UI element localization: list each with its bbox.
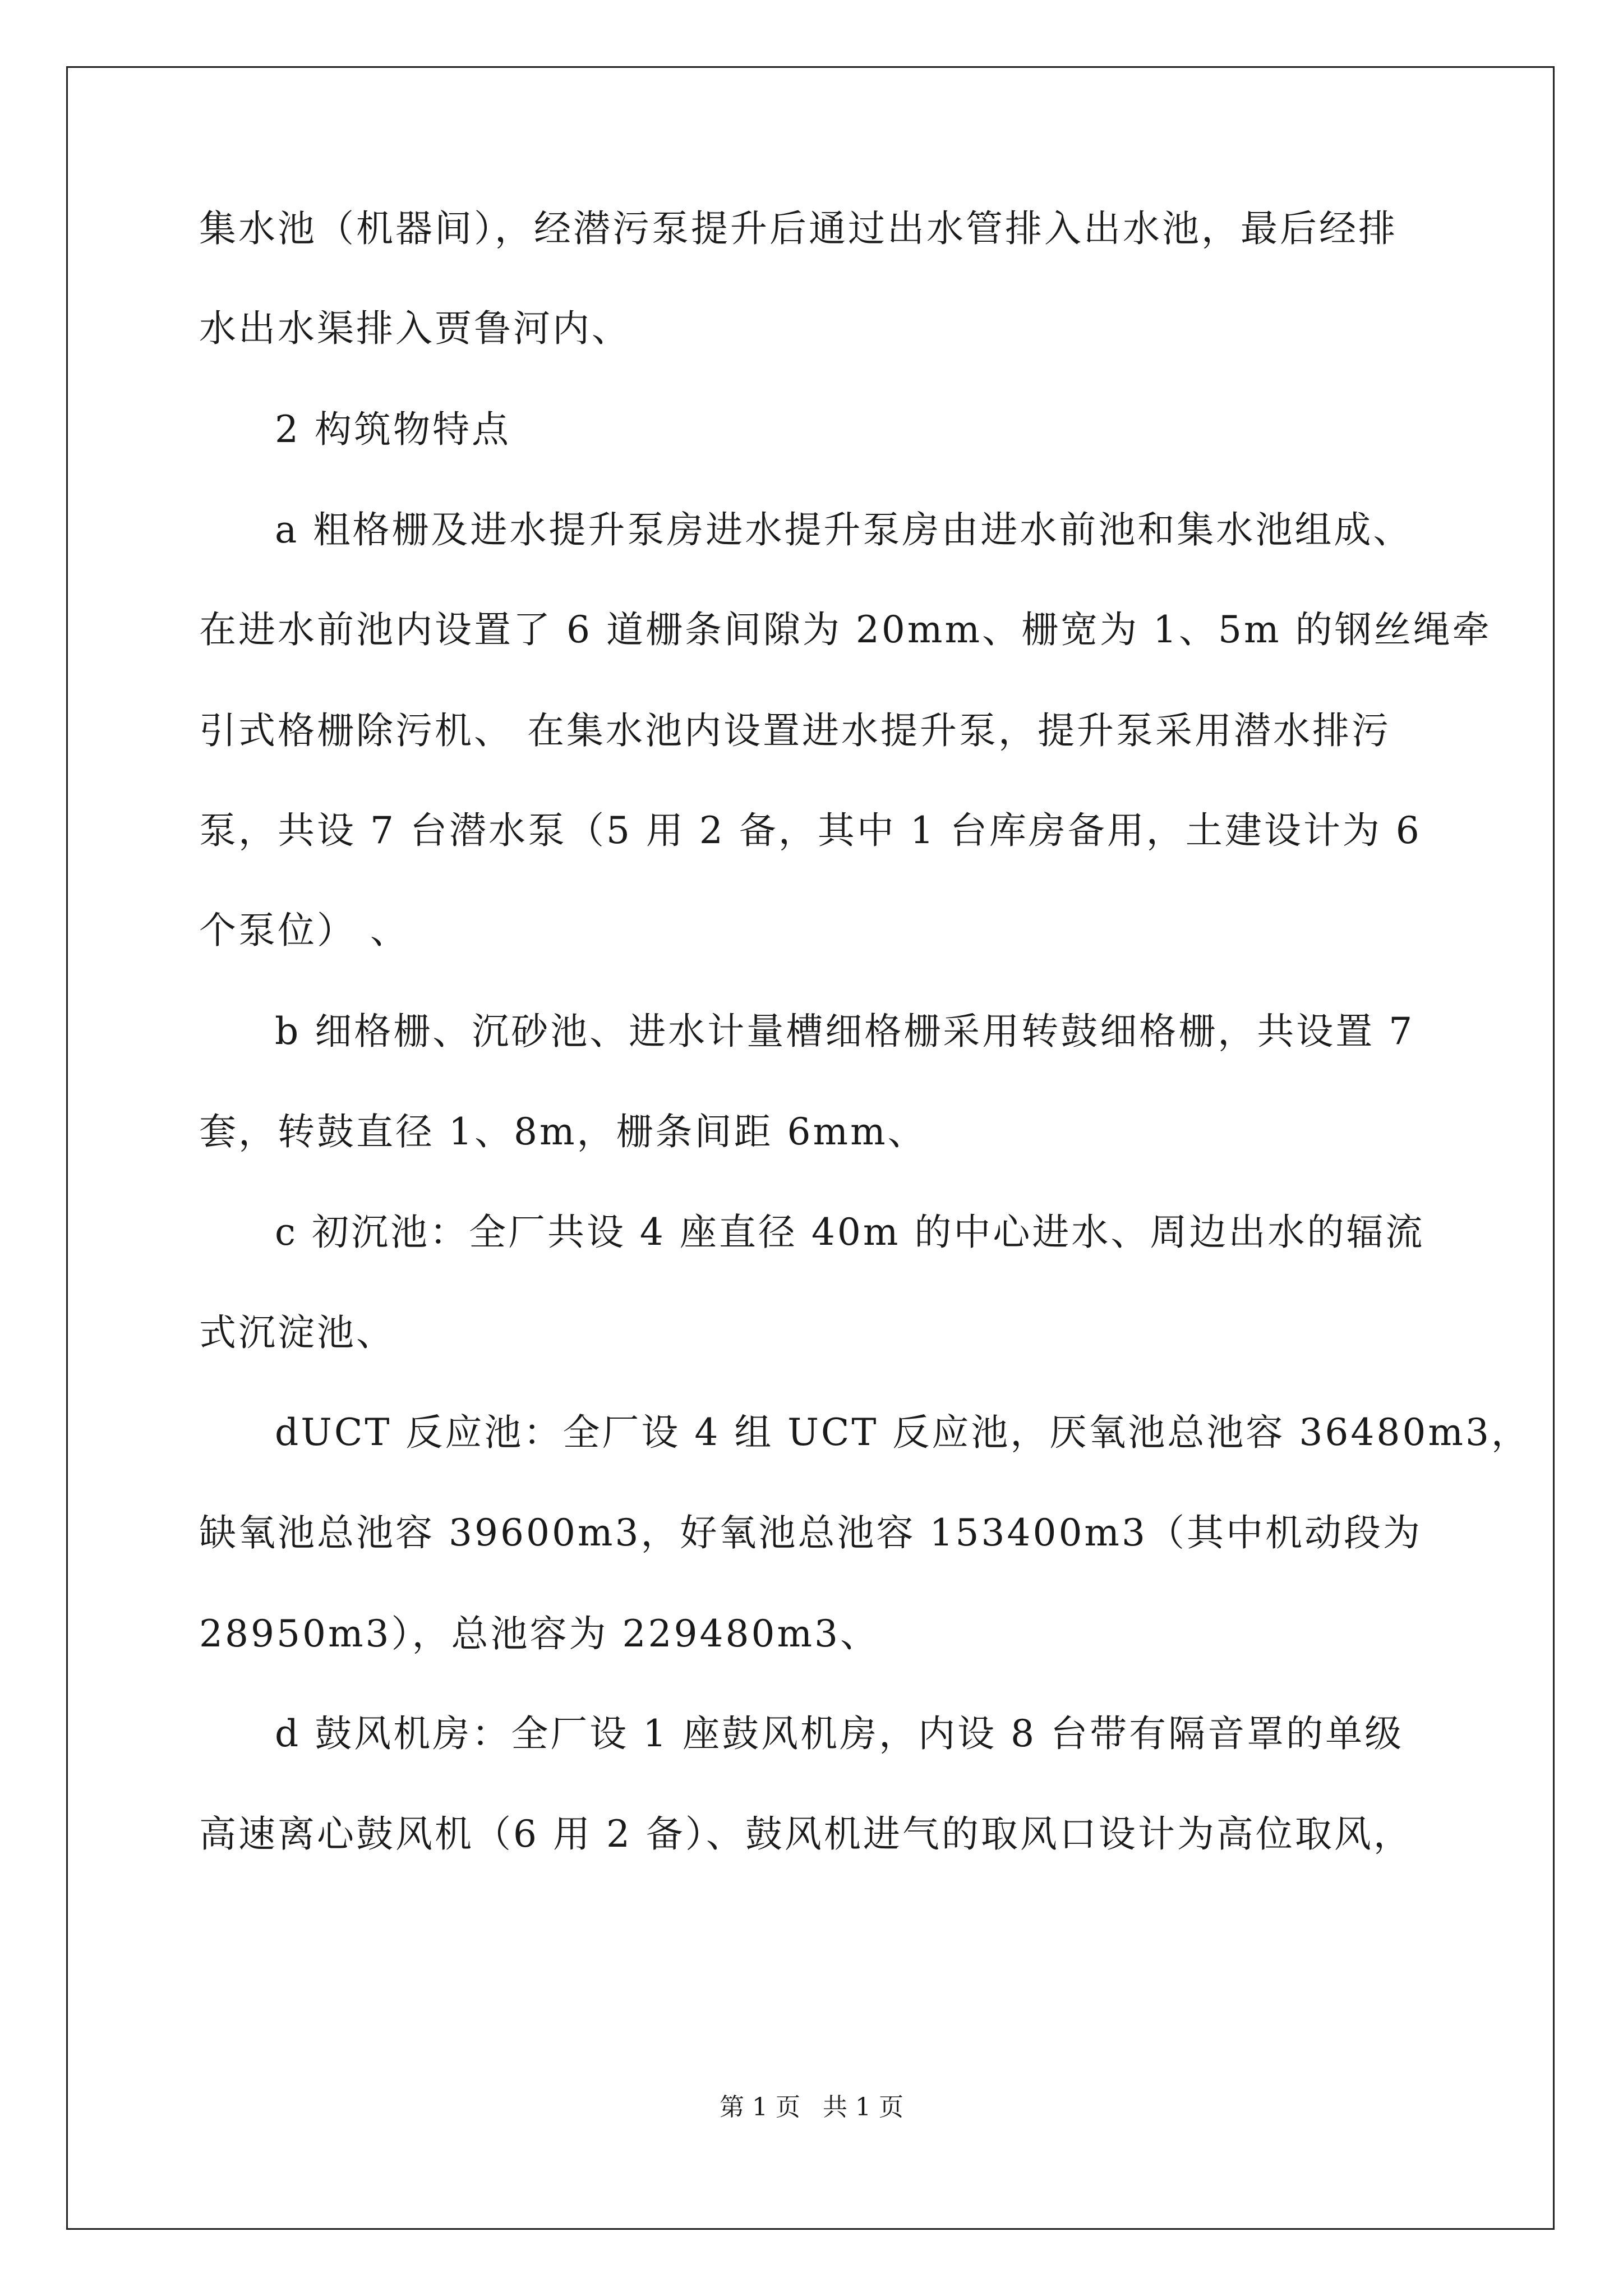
body-line-2: 水出水渠排入贾鲁河内、: [199, 307, 631, 350]
body-line-17: 高速离心鼓风机（6 用 2 备）、鼓风机进气的取风口设计为高位取风，: [199, 1812, 1413, 1856]
page-footer: [0, 2095, 1623, 2120]
body-line-8: 个泵位） 、: [199, 909, 409, 952]
body-line-1: 集水池（机器间），经潜污泵提升后通过出水管排入出水池，最后经排: [199, 207, 1398, 250]
body-line-11: c 初沉池：全厂共设 4 座直径 40m 的中心进水、周边出水的辐流: [275, 1211, 1425, 1254]
body-line-14: 缺氧池总池容 39600m3，好氧池总池容 153400m3（其中机动段为: [199, 1511, 1423, 1554]
body-line-12: 式沉淀池、: [199, 1311, 395, 1354]
body-line-10: 套，转鼓直径 1、8m，栅条间距 6mm、: [199, 1110, 927, 1153]
page-number: 第 1 页: [720, 2093, 800, 2122]
body-line-5: 在进水前池内设置了 6 道栅条间隙为 20mm、栅宽为 1、5m 的钢丝绳牵: [199, 608, 1492, 651]
body-line-15: 28950m3），总池容为 229480m3、: [199, 1612, 880, 1655]
body-line-16: d 鼓风机房：全厂设 1 座鼓风机房，内设 8 台带有隔音罩的单级: [275, 1712, 1404, 1755]
section-heading: 2 构筑物特点: [275, 408, 511, 451]
page-total: 共 1 页: [823, 2093, 903, 2122]
body-line-13: dUCT 反应池：全厂设 4 组 UCT 反应池，厌氧池总池容 36480m3，: [275, 1411, 1530, 1454]
body-line-7: 泵，共设 7 台潜水泵（5 用 2 备，其中 1 台库房备用，土建设计为 6: [199, 809, 1422, 852]
body-line-9: b 细格栅、沉砂池、进水计量槽细格栅采用转鼓细格栅，共设置 7: [275, 1010, 1415, 1053]
body-line-6: 引式格栅除污机、 在集水池内设置进水提升泵，提升泵采用潜水排污: [199, 709, 1391, 752]
body-line-4: a 粗格栅及进水提升泵房进水提升泵房由进水前池和集水池组成、: [275, 508, 1413, 551]
